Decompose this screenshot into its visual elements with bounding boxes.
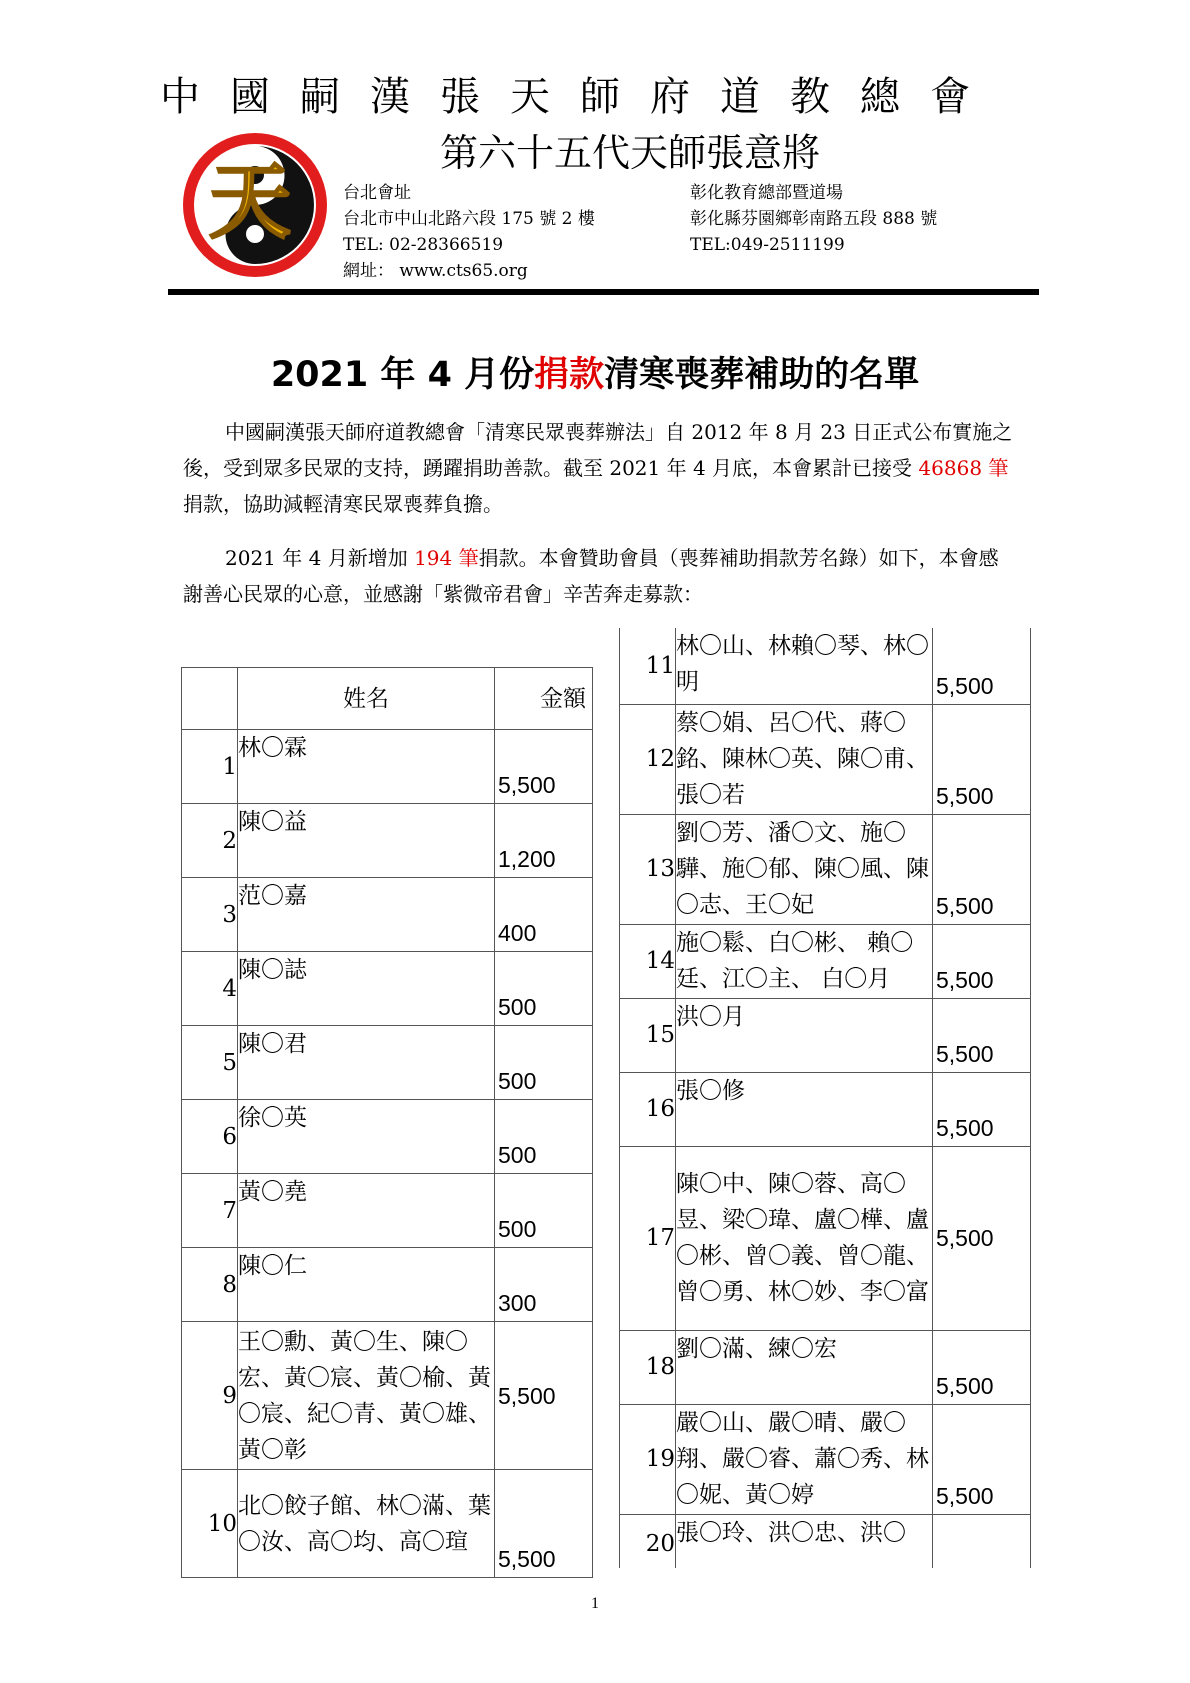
row-number: 6 — [182, 1100, 238, 1174]
page-number: 1 — [591, 1595, 599, 1612]
donor-row — [620, 1404, 1031, 1514]
donor-names: 嚴〇山、嚴〇晴、嚴〇翔、嚴〇睿、蕭〇秀、林〇妮、黃〇婷 — [676, 1404, 933, 1514]
donation-amount: 500 — [495, 1100, 593, 1174]
row-number: 19 — [620, 1404, 676, 1514]
donation-amount: 5,500 — [933, 1072, 1031, 1146]
p2-text-a: 2021 年 4 月新增加 — [225, 546, 415, 570]
donor-row — [182, 1322, 593, 1470]
row-number: 9 — [182, 1322, 238, 1470]
p2-text-b: 捐款。本會贊助會員（喪葬補助捐款芳名錄）如下，本會感謝善心民眾的心意，並感謝「紫微帝君會」辛苦奔走募款： — [183, 546, 999, 606]
title-prefix: 2021 年 4 月份 — [270, 355, 535, 395]
donor-names: 張〇修 — [676, 1072, 933, 1146]
donation-amount: 5,500 — [933, 924, 1031, 998]
donor-names: 范〇嘉 — [238, 878, 495, 952]
row-number: 2 — [182, 804, 238, 878]
taipei-address: 台北市中山北路六段 175 號 2 樓 — [343, 209, 595, 229]
donor-names: 陳〇君 — [238, 1026, 495, 1100]
donation-amount: 5,500 — [933, 704, 1031, 814]
donor-names: 黃〇堯 — [238, 1174, 495, 1248]
row-number: 18 — [620, 1330, 676, 1404]
celestial-master-line: 第六十五代天師張意將 — [439, 131, 820, 175]
donor-names: 王〇勳、黃〇生、陳〇宏、黃〇宸、黃〇榆、黃〇宸、紀〇青、黃〇雄、黃〇彰 — [238, 1322, 495, 1470]
changhua-address: 彰化縣芬園鄉彰南路五段 888 號 — [690, 209, 938, 229]
title-suffix: 清寒喪葬補助的名單 — [604, 355, 920, 395]
donor-names: 林〇山、林賴〇琴、林〇明 — [676, 628, 933, 704]
header-divider — [168, 289, 1039, 295]
row-number: 12 — [620, 704, 676, 814]
changhua-office-info — [690, 180, 937, 258]
donor-table-right — [619, 628, 1031, 1575]
donation-amount: 5,500 — [933, 1330, 1031, 1404]
donor-names: 陳〇中、陳〇蓉、高〇昱、梁〇瑋、盧〇樺、盧〇彬、曾〇義、曾〇龍、曾〇勇、林〇妙、李〇富 — [676, 1146, 933, 1330]
donation-amount: 5,500 — [933, 1404, 1031, 1514]
row-number: 20 — [620, 1514, 676, 1574]
intro-paragraph-1 — [183, 414, 1015, 522]
page-bottom-mask — [610, 1568, 1050, 1628]
donor-row — [182, 1174, 593, 1248]
changhua-label: 彰化教育總部暨道場 — [690, 183, 843, 203]
donor-row — [182, 1248, 593, 1322]
row-number: 16 — [620, 1072, 676, 1146]
header-name-cell: 姓名 — [238, 668, 495, 730]
website: 網址： www.cts65.org — [343, 261, 528, 281]
donor-row — [182, 1470, 593, 1578]
row-number: 1 — [182, 730, 238, 804]
donor-row — [620, 704, 1031, 814]
taipei-tel: TEL: 02-28366519 — [343, 235, 504, 255]
donor-names: 張〇玲、洪〇忠、洪〇 — [676, 1514, 933, 1574]
donor-names: 北〇餃子館、林〇滿、葉〇汝、高〇均、高〇瑄 — [238, 1470, 495, 1578]
taipei-label: 台北會址 — [343, 183, 411, 203]
donation-amount: 5,500 — [495, 1322, 593, 1470]
donation-amount: 5,500 — [933, 998, 1031, 1072]
donation-amount: 5,500 — [933, 628, 1031, 704]
donor-names: 施〇鬆、白〇彬、 賴〇廷、江〇主、 白〇月 — [676, 924, 933, 998]
row-number: 13 — [620, 814, 676, 924]
organization-name: 中國嗣漢張天師府道教總會 — [160, 74, 1000, 120]
donation-amount: 500 — [495, 952, 593, 1026]
donation-amount: 1,200 — [495, 804, 593, 878]
row-number: 14 — [620, 924, 676, 998]
donation-amount: 500 — [495, 1026, 593, 1100]
donor-names: 林〇霖 — [238, 730, 495, 804]
taipei-office-info — [343, 180, 595, 284]
donor-row — [620, 924, 1031, 998]
total-donations-count: 46868 筆 — [918, 456, 1009, 480]
row-number: 8 — [182, 1248, 238, 1322]
donation-amount: 500 — [495, 1174, 593, 1248]
donation-amount: 300 — [495, 1248, 593, 1322]
donation-amount: 5,500 — [495, 1470, 593, 1578]
p1-text-b: 捐款，協助減輕清寒民眾喪葬負擔。 — [183, 492, 503, 516]
donor-row — [620, 1146, 1031, 1330]
donor-table-left — [181, 667, 593, 1578]
donation-amount: 400 — [495, 878, 593, 952]
row-number: 4 — [182, 952, 238, 1026]
donor-names: 徐〇英 — [238, 1100, 495, 1174]
donor-names: 陳〇益 — [238, 804, 495, 878]
donor-row — [620, 628, 1031, 704]
donor-row — [620, 1514, 1031, 1574]
document-title — [150, 352, 1040, 398]
logo-character: 天 — [208, 154, 292, 250]
header-amount-cell: 金額 — [495, 668, 593, 730]
donor-row — [182, 1026, 593, 1100]
donor-names: 劉〇滿、練〇宏 — [676, 1330, 933, 1404]
donor-names: 洪〇月 — [676, 998, 933, 1072]
donation-amount: 5,500 — [495, 730, 593, 804]
row-number: 5 — [182, 1026, 238, 1100]
donation-amount: 5,500 — [933, 1146, 1031, 1330]
donor-row — [620, 998, 1031, 1072]
row-number: 10 — [182, 1470, 238, 1578]
donor-names: 陳〇誌 — [238, 952, 495, 1026]
donor-row — [620, 1072, 1031, 1146]
taiji-logo — [180, 130, 330, 280]
donation-amount: 5,500 — [933, 814, 1031, 924]
row-number: 11 — [620, 628, 676, 704]
row-number: 7 — [182, 1174, 238, 1248]
header-no-cell — [182, 668, 238, 730]
title-highlight: 捐款 — [534, 355, 605, 395]
intro-paragraph-2 — [183, 540, 1015, 612]
donor-names: 蔡〇娟、呂〇代、蔣〇銘、陳林〇英、陳〇甫、張〇若 — [676, 704, 933, 814]
changhua-tel: TEL:049-2511199 — [690, 235, 845, 255]
monthly-donations-count: 194 筆 — [414, 546, 479, 570]
donor-row — [182, 878, 593, 952]
donor-row — [620, 814, 1031, 924]
donor-names: 陳〇仁 — [238, 1248, 495, 1322]
donation-amount — [933, 1514, 1031, 1574]
row-number: 3 — [182, 878, 238, 952]
row-number: 15 — [620, 998, 676, 1072]
donor-names: 劉〇芳、潘〇文、施〇驊、施〇郁、陳〇風、陳〇志、王〇妃 — [676, 814, 933, 924]
donor-row — [182, 1100, 593, 1174]
row-number: 17 — [620, 1146, 676, 1330]
p1-text-a: 中國嗣漢張天師府道教總會「清寒民眾喪葬辦法」自 2012 年 8 月 23 日正式公布實施之後，受到眾多民眾的支持，踴躍捐助善款。截至 2021 年 4 月底，本會累計已接受 — [183, 420, 1013, 480]
donor-row — [620, 1330, 1031, 1404]
donor-row — [182, 952, 593, 1026]
table-header-row — [182, 668, 593, 730]
donor-row — [182, 804, 593, 878]
donor-row — [182, 730, 593, 804]
